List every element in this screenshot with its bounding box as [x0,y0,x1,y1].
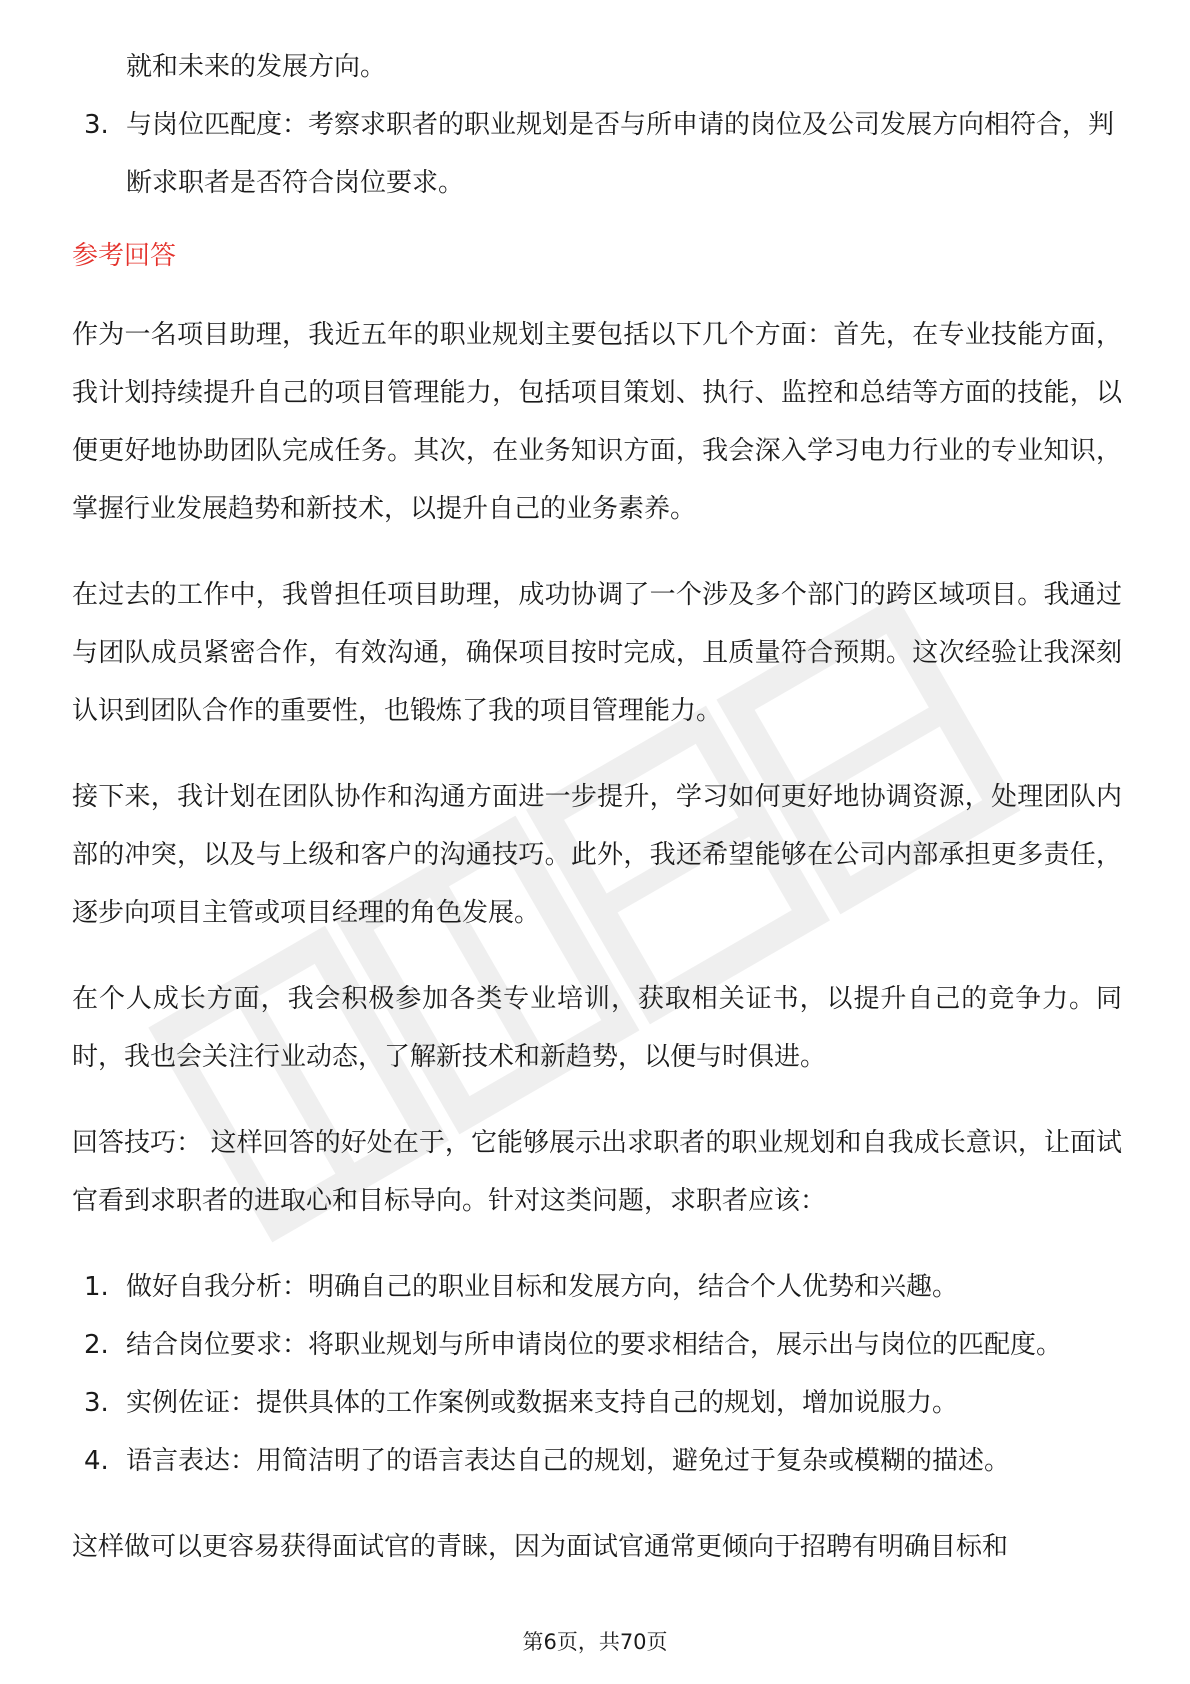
paragraph: 作为一名项目助理，我近五年的职业规划主要包括以下几个方面：首先，在专业技能方面，我计划持续提升自己的项目管理能力，包括项目策划、执行、监控和总结等方面的技能，以便更好地协助团队完成任务。其次，在业务知识方面，我会深入学习电力行业的专业知识，掌握行业发展趋势和新技术，以提升自己的业务素养。 [72,320,1122,524]
list-number: 2. [84,1330,109,1360]
document-content [72,38,1122,1604]
tips-list [72,1258,1122,1490]
list-item [72,1316,1122,1374]
paragraph: 回答技巧： 这样回答的好处在于，它能够展示出求职者的职业规划和自我成长意识，让面试官看到求职者的进取心和目标导向。针对这类问题，求职者应该： [72,1128,1122,1216]
paragraph: 在个人成长方面，我会积极参加各类专业培训，获取相关证书，以提升自己的竞争力。同时，我也会关注行业动态，了解新技术和新趋势，以便与时俱进。 [72,984,1122,1072]
list-item-text: 结合岗位要求：将职业规划与所申请岗位的要求相结合，展示出与岗位的匹配度。 [126,1330,1063,1360]
list-number: 3. [84,110,109,140]
list-item-text: 与岗位匹配度：考察求职者的职业规划是否与所申请的岗位及公司发展方向相符合，判断求职者是否符合岗位要求。 [126,110,1115,198]
list-item [72,1432,1122,1490]
list-item-text: 实例佐证：提供具体的工作案例或数据来支持自己的规划，增加说服力。 [126,1388,959,1418]
paragraph-last-line: 这样做可以更容易获得面试官的青睐，因为面试官通常更倾向于招聘有明确目标和 [72,1532,1009,1562]
list-item-text: 做好自我分析：明确自己的职业目标和发展方向，结合个人优势和兴趣。 [126,1272,959,1302]
list-item [72,1374,1122,1432]
list-number: 4. [84,1446,109,1476]
continuation-line: 就和未来的发展方向。 [126,52,387,82]
section-title: 参考回答 [72,241,177,271]
paragraph: 接下来，我计划在团队协作和沟通方面进一步提升，学习如何更好地协调资源，处理团队内部的冲突，以及与上级和客户的沟通技巧。此外，我还希望能够在公司内部承担更多责任，逐步向项目主管或项目经理的角色发展。 [72,782,1122,928]
list-number: 1. [84,1272,109,1302]
list-number: 3. [84,1388,109,1418]
criteria-item-3 [72,96,1122,212]
list-item-text: 语言表达：用简洁明了的语言表达自己的规划，避免过于复杂或模糊的描述。 [126,1446,1011,1476]
list-item [72,1258,1122,1316]
paragraph: 在过去的工作中，我曾担任项目助理，成功协调了一个涉及多个部门的跨区域项目。我通过与团队成员紧密合作，有效沟通，确保项目按时完成，且质量符合预期。这次经验让我深刻认识到团队合作的重要性，也锻炼了我的项目管理能力。 [72,580,1122,726]
page-footer: 第6页，共70页 [522,1630,668,1654]
